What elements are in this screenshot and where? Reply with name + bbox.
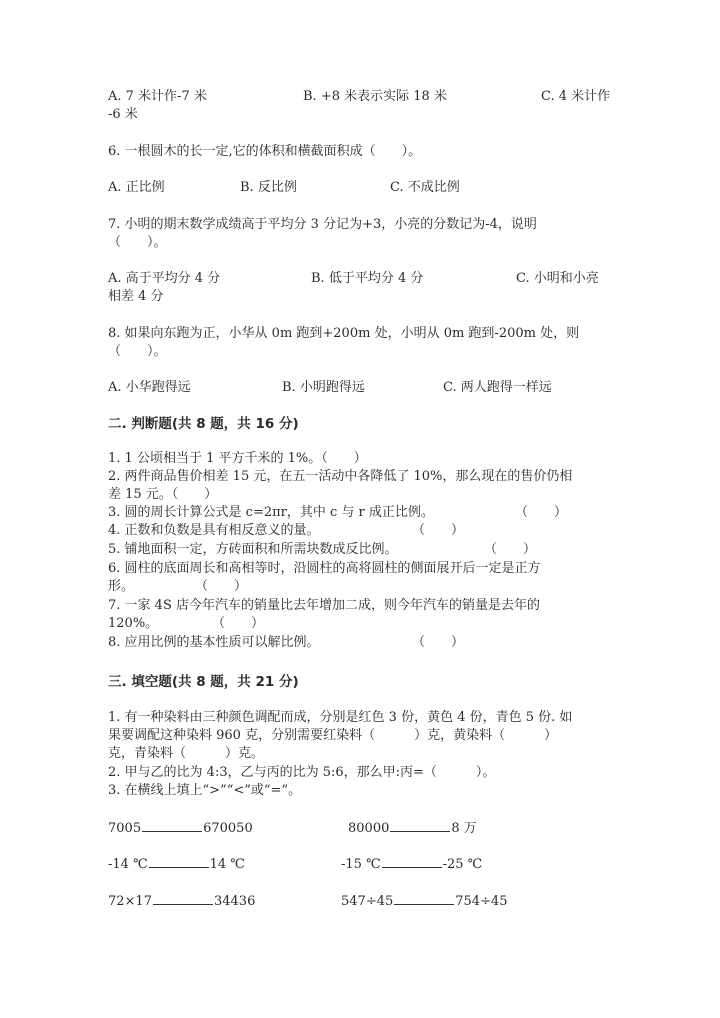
tf-item-8: 8. 应用比例的基本性质可以解比例。 <box>108 635 320 650</box>
fill-q1-cont: 果要调配这种染料 960 克，分别需要红染料（ ）克，黄染料（ ） <box>108 728 558 743</box>
q5-option-c-cont: -6 米 <box>108 107 138 122</box>
tf-item-6-answer[interactable]: （ ） <box>195 579 248 594</box>
q7-stem: 7. 小明的期末数学成绩高于平均分 3 分记为+3，小亮的分数记为-4，说明 <box>108 217 537 232</box>
q8-option-b: B. 小明跑得远 <box>282 380 365 395</box>
tf-item-5-answer[interactable]: （ ） <box>484 542 537 557</box>
tf-item-1: 1. 1 公顷相当于 1 平方千米的 1%。（ ） <box>108 451 367 466</box>
comparison-right-value: -25 ℃ <box>442 857 483 872</box>
comparison-blank[interactable] <box>153 892 213 905</box>
tf-item-5: 5. 铺地面积一定，方砖面积和所需块数成反比例。 <box>108 542 398 557</box>
q5-option-a: A. 7 米计作-7 米 <box>108 89 207 104</box>
tf-item-4-answer[interactable]: （ ） <box>412 523 465 538</box>
comparison-row-3-left <box>108 892 255 911</box>
comparison-row-3-right <box>341 892 508 911</box>
comparison-blank[interactable] <box>382 855 442 868</box>
q7-option-c: C. 小明和小亮 <box>516 271 599 286</box>
tf-item-8-answer[interactable]: （ ） <box>412 635 465 650</box>
comparison-blank[interactable] <box>390 819 450 832</box>
tf-item-7-cont: 120%。 <box>108 616 159 631</box>
q8-stem-cont: （ ）。 <box>108 344 167 359</box>
comparison-right-value: 670050 <box>203 821 253 836</box>
comparison-left-value: -14 ℃ <box>108 857 148 872</box>
q6-stem: 6. 一根圆木的长一定,它的体积和横截面积成（ ）。 <box>108 144 422 159</box>
q6-option-a: A. 正比例 <box>108 180 165 195</box>
comparison-left-value: 80000 <box>348 821 390 836</box>
comparison-right-value: 754÷45 <box>455 894 508 909</box>
q8-stem: 8. 如果向东跑为正，小华从 0m 跑到+200m 处，小明从 0m 跑到-200m 处，则 <box>108 326 580 341</box>
tf-item-2: 2. 两件商品售价相差 15 元，在五一活动中各降低了 10%，那么现在的售价仍相 <box>108 469 573 484</box>
section-2-title: 二. 判断题(共 8 题，共 16 分) <box>108 416 299 432</box>
comparison-blank[interactable] <box>149 855 209 868</box>
comparison-right-value: 14 ℃ <box>209 857 245 872</box>
tf-item-7: 7. 一家 4S 店今年汽车的销量比去年增加二成，则今年汽车的销量是去年的 <box>108 598 540 613</box>
q6-option-c: C. 不成比例 <box>390 180 460 195</box>
q5-option-b: B. +8 米表示实际 18 米 <box>303 89 447 104</box>
q5-option-c: C. 4 米计作 <box>541 89 611 104</box>
comparison-left-value: 72×17 <box>108 894 152 909</box>
q7-option-b: B. 低于平均分 4 分 <box>311 271 424 286</box>
tf-item-7-answer[interactable]: （ ） <box>212 616 265 631</box>
comparison-row-1-right <box>348 819 477 838</box>
comparison-left-value: -15 ℃ <box>341 857 381 872</box>
section-3-title: 三. 填空题(共 8 题，共 21 分) <box>108 674 299 690</box>
q8-option-a: A. 小华跑得远 <box>108 380 191 395</box>
tf-item-6-cont: 形。 <box>108 579 135 594</box>
q8-option-c: C. 两人跑得一样远 <box>443 380 552 395</box>
tf-item-3-answer[interactable]: （ ） <box>515 505 568 520</box>
comparison-right-value: 34436 <box>213 894 256 909</box>
comparison-blank[interactable] <box>394 892 454 905</box>
tf-item-6: 6. 圆柱的底面周长和高相等时，沿圆柱的高将圆柱的侧面展开后一定是正方 <box>108 561 541 576</box>
comparison-row-2-left <box>108 855 245 874</box>
tf-item-3: 3. 圆的周长计算公式是 c=2πr，其中 c 与 r 成正比例。 <box>108 505 434 520</box>
comparison-left-value: 7005 <box>108 821 142 836</box>
q6-option-b: B. 反比例 <box>240 180 297 195</box>
fill-q3: 3. 在横线上填上“>”“<”或“=”。 <box>108 783 302 798</box>
tf-item-2-cont: 差 15 元。（ ） <box>108 487 218 502</box>
comparison-left-value: 547÷45 <box>341 894 394 909</box>
comparison-row-2-right <box>341 855 482 874</box>
comparison-blank[interactable] <box>142 819 202 832</box>
fill-q1: 1. 有一种染料由三种颜色调配而成，分别是红色 3 份，黄色 4 份，青色 5 份. 如 <box>108 710 573 725</box>
comparison-right-value: 8 万 <box>451 821 477 836</box>
fill-q2: 2. 甲与乙的比为 4:3，乙与丙的比为 5:6，那么甲:丙=（ ）。 <box>108 765 496 780</box>
q7-option-c-cont: 相差 4 分 <box>108 289 164 304</box>
q7-option-a: A. 高于平均分 4 分 <box>108 271 221 286</box>
comparison-row-1-left <box>108 819 253 838</box>
fill-q1-cont2: 克，青染料（ ）克。 <box>108 746 265 761</box>
tf-item-4: 4. 正数和负数是具有相反意义的量。 <box>108 523 320 538</box>
q7-stem-cont: （ ）。 <box>108 235 167 250</box>
